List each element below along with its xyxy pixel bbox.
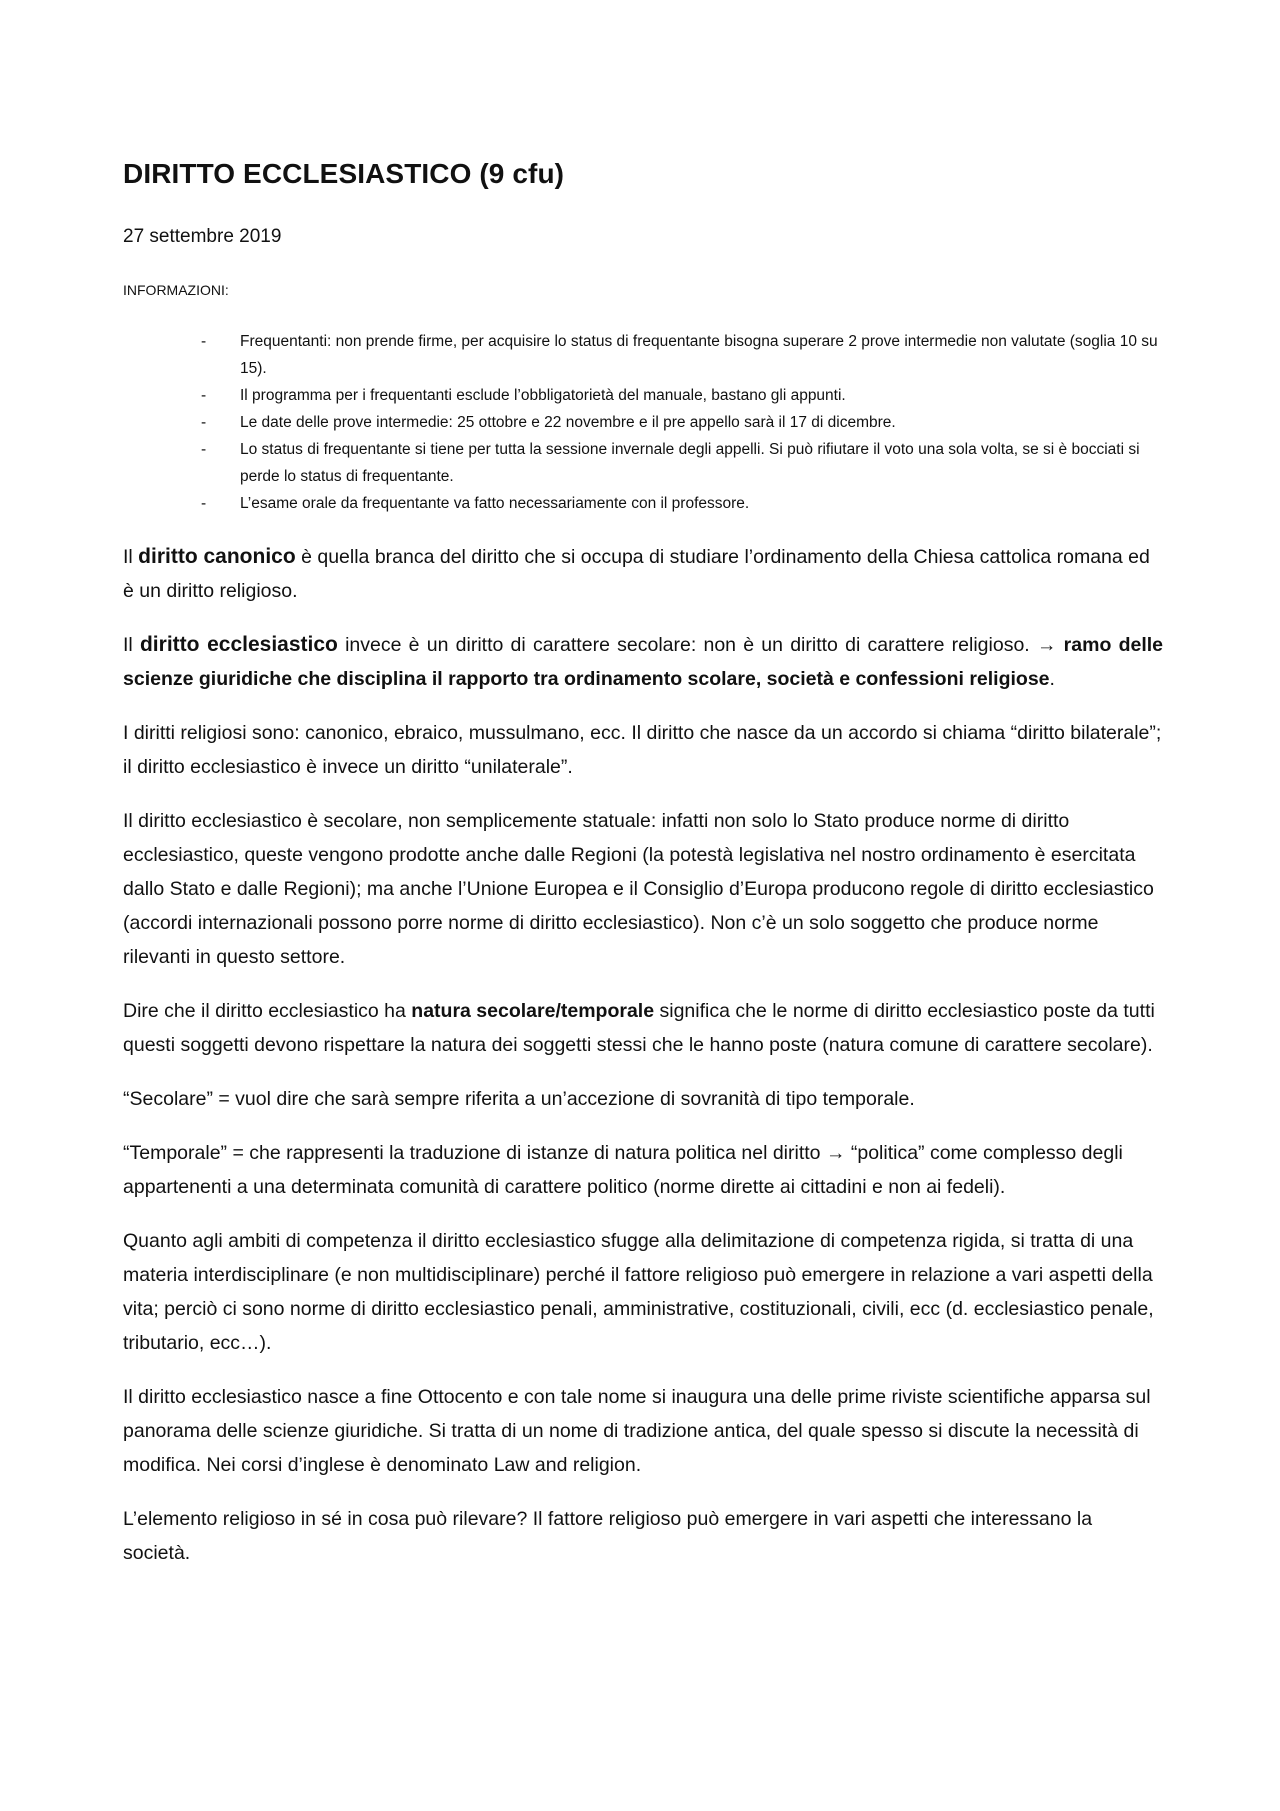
info-item (123, 328, 1163, 382)
text-run: . (1049, 668, 1055, 690)
paragraph-elemento-religioso: L’elemento religioso in sé in cosa può rilevare? Il fattore religioso può emergere in vari aspetti che interessano la società. (123, 1508, 1093, 1564)
definition-bold: ramo delle scienze giuridiche che disciplina il rapporto tra ordinamento scolare, società e confessioni religiose (123, 634, 1164, 690)
info-item (123, 409, 1163, 436)
term-diritto-ecclesiastico: diritto ecclesiastico (139, 633, 338, 656)
text-run: “politica” come complesso degli appartenenti a una determinata comunità di carattere politico (norme dirette ai cittadini e non ai fedeli). (123, 1142, 1123, 1198)
info-item-text: L’esame orale da frequentante va fatto necessariamente con il professore. (240, 495, 750, 512)
paragraph-diritti-religiosi: I diritti religiosi sono: canonico, ebraico, mussulmano, ecc. Il diritto che nasce da un accordo si chiama “diritto bilaterale”; il diritto ecclesiastico è invece un diritto “unilaterale”. (123, 722, 1162, 778)
paragraph-ambiti-competenza: Quanto agli ambiti di competenza il diritto ecclesiastico sfugge alla delimitazione di competenza rigida, si tratta di una materia interdisciplinare (e non multidisciplinare) perché il fattore religioso può emergere in relazione a vari aspetti della vita; perciò ci sono norme di diritto ecclesiastico penali, amministrative, costituzionali, civili, ecc (d. ecclesiastico penale, tributario, ecc…). (123, 1230, 1154, 1354)
paragraph-temporale-def (123, 1136, 1163, 1204)
paragraph-natura-secolare (123, 994, 1163, 1062)
text-run: “Temporale” = che rappresenti la traduzione di istanze di natura politica nel diritto (123, 1142, 826, 1164)
document-date: 27 settembre 2019 (123, 226, 282, 247)
list-dash: - (201, 414, 207, 431)
info-item-text: Frequentanti: non prende firme, per acquisire lo status di frequentante bisogna superare 2 prove intermedie non valutate (soglia 10 su 15). (240, 333, 1158, 377)
paragraph-origine: Il diritto ecclesiastico nasce a fine Ottocento e con tale nome si inaugura una delle prime riviste scientifiche apparsa sul panorama delle scienze giuridiche. Si tratta di un nome di tradizione antica, del quale spesso si discute la necessità di modifica. Nei corsi d’inglese è denominato Law and religion. (123, 1386, 1151, 1476)
list-dash: - (201, 495, 207, 512)
paragraph-secolare-def: “Secolare” = vuol dire che sarà sempre riferita a un’accezione di sovranità di tipo temporale. (123, 1088, 915, 1110)
text-run: significa che le norme di diritto ecclesiastico poste da tutti questi soggetti devono rispettare la natura dei soggetti stessi che le hanno poste (natura comune di carattere secolare). (123, 1000, 1155, 1056)
list-dash: - (201, 441, 207, 458)
info-item-text: Le date delle prove intermedie: 25 ottobre e 22 novembre e il pre appello sarà il 17 di dicembre. (240, 414, 896, 431)
list-dash: - (201, 387, 207, 404)
paragraph-diritto-ecclesiastico (123, 628, 1163, 696)
text-run: Il (123, 546, 139, 568)
info-item-text: Il programma per i frequentanti esclude l’obbligatorietà del manuale, bastano gli appunti. (240, 387, 846, 404)
paragraph-diritto-canonico (123, 540, 1163, 608)
info-item (123, 490, 1163, 517)
info-item (123, 382, 1163, 409)
term-diritto-canonico: diritto canonico (138, 545, 296, 568)
text-run: invece è un diritto di carattere secolare: non è un diritto di carattere religioso. (337, 634, 1037, 656)
info-list (123, 328, 1163, 517)
info-heading: INFORMAZIONI: (123, 282, 229, 298)
arrow-right-icon: → (1036, 634, 1057, 656)
text-run: Il (123, 634, 140, 656)
text-run: Dire che il diritto ecclesiastico ha (123, 1000, 412, 1022)
arrow-right-icon: → (825, 1142, 846, 1164)
info-item (123, 436, 1163, 490)
list-dash: - (201, 333, 207, 350)
document-title: DIRITTO ECCLESIASTICO (9 cfu) (123, 158, 565, 189)
info-item-text: Lo status di frequentante si tiene per tutta la sessione invernale degli appelli. Si può rifiutare il voto una sola volta, se si è bocciati si perde lo status di frequentante. (240, 441, 1140, 485)
text-run: è quella branca del diritto che si occupa di studiare l’ordinamento della Chiesa cattolica romana ed è un diritto religioso. (123, 546, 1150, 602)
term-natura-secolare: natura secolare/temporale (411, 1000, 655, 1022)
document-body (123, 540, 1163, 1590)
paragraph-secolare-statuale: Il diritto ecclesiastico è secolare, non semplicemente statuale: infatti non solo lo Stato produce norme di diritto ecclesiastico, queste vengono prodotte anche dalle Regioni (la potestà legislativa nel nostro ordinamento è esercitata dallo Stato e dalle Regioni); ma anche l’Unione Europea e il Consiglio d’Europa producono regole di diritto ecclesiastico (accordi internazionali possono porre norme di diritto ecclesiastico). Non c’è un solo soggetto che produce norme rilevanti in questo settore. (123, 810, 1154, 968)
